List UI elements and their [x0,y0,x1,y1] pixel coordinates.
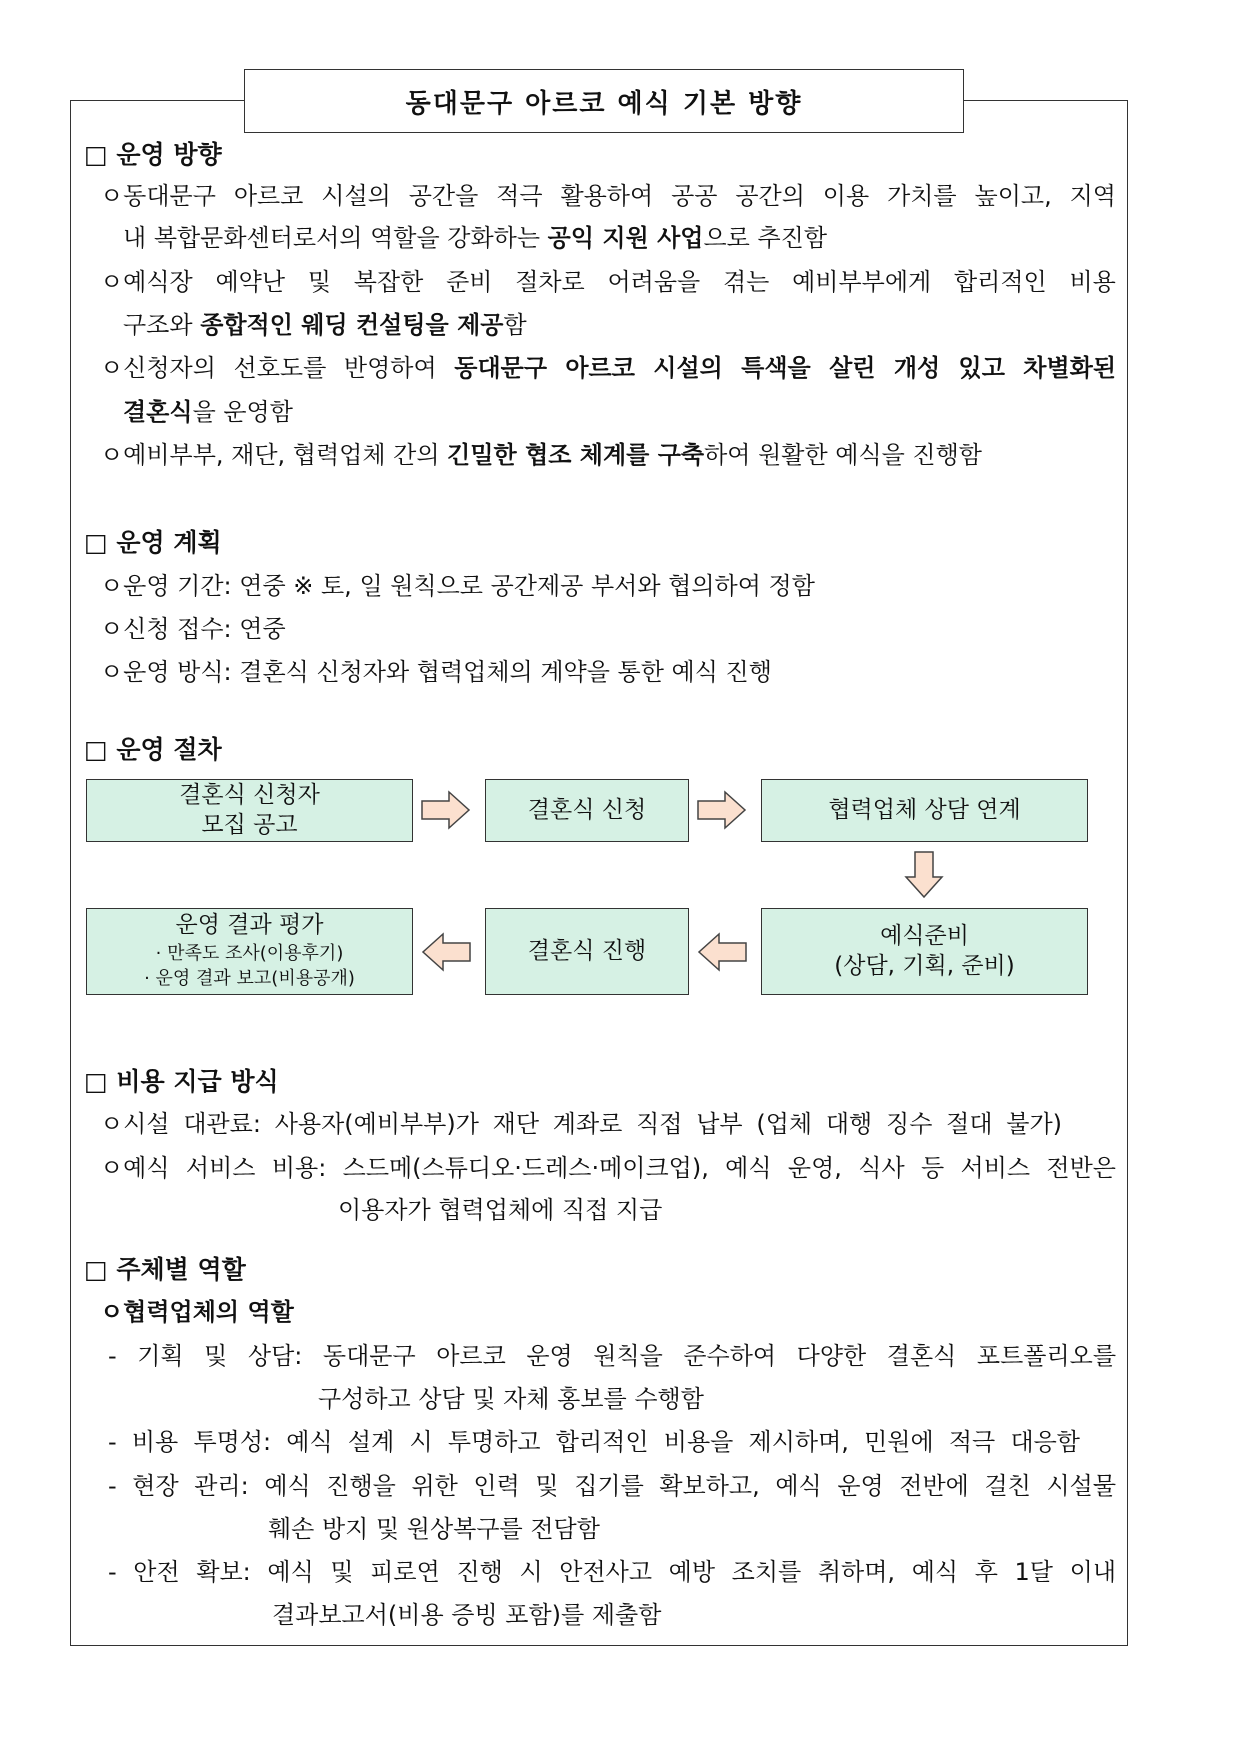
word: 겪는 [723,268,770,296]
direction-item-1-line-2: 내 복합문화센터로서의 역할을 강화하는 공익 지원 사업으로 추진함 [123,224,828,252]
direction-item-4: ㅇ예비부부, 재단, 협력업체 간의 긴밀한 협조 체계를 구축하여 원활한 예식을 진행함 [100,441,982,469]
direction-item-1-line-1 [100,176,1116,211]
arrow-down-icon [904,851,944,899]
roles-subheading-partner: ㅇ협력업체의 역할 [100,1298,294,1326]
word: 합리적인 [953,268,1047,296]
word: 시설의 [321,182,391,210]
word: 준비 [446,268,493,296]
word: 공간을 [408,182,479,210]
section-heading-roles: □ 주체별 역할 [84,1255,246,1284]
direction-item-3-line-1: ㅇ신청자의 선호도를 반영하여 동대문구 아르코 시설의 특색을 살린 개성 있고 차별화된 [100,354,1116,382]
section-heading-direction: □ 운영 방향 [84,140,222,169]
payment-item-service-cost-line-2: 이용자가 협력업체에 직접 지급 [338,1196,663,1224]
role-site-management-line-2: 훼손 방지 및 원상복구를 전담함 [268,1515,600,1543]
word: 비용 [1069,268,1116,296]
word: 높이고, [974,182,1052,210]
step-wedding-application: 결혼식 신청 [485,779,689,842]
payment-item-service-cost-line-1: ㅇ예식 서비스 비용: 스드메(스튜디오·드레스·메이크업), 예식 운영, 식사 등 서비스 전반은 [100,1154,1116,1182]
word: 절차로 [515,268,585,296]
word: 예약난 [215,268,286,296]
word: 복잡한 [353,268,424,296]
page-title: 동대문구 아르코 예식 기본 방향 [244,69,964,133]
step-wedding-progress: 결혼식 진행 [485,908,689,995]
step-partner-consult: 협력업체 상담 연계 [761,779,1088,842]
word: 어려움을 [607,268,701,296]
section-heading-procedure: □ 운영 절차 [84,735,222,764]
word: 공간의 [735,182,805,210]
word: 공공 [671,182,718,210]
word: 지역 [1069,182,1116,210]
word: 적극 [496,182,543,210]
word: 활용하여 [560,182,654,210]
step-result-evaluation: 운영 결과 평가 · 만족도 조사(이용후기) · 운영 결과 보고(비용공개) [86,908,413,995]
section-heading-plan: □ 운영 계획 [84,528,222,557]
word: 가치를 [887,182,957,210]
word: 아르코 [233,182,304,210]
role-safety-line-2: 결과보고서(비용 증빙 포함)를 제출함 [272,1601,662,1629]
direction-item-3-line-2: 결혼식을 운영함 [123,398,293,426]
step-wedding-preparation: 예식준비 (상담, 기획, 준비) [761,908,1088,995]
plan-item-application: ㅇ신청 접수: 연중 [100,615,286,643]
word: ㅇ예식장 [100,268,193,296]
arrow-right-icon [697,790,747,830]
role-safety-line-1: - 안전 확보: 예식 및 피로연 진행 시 안전사고 예방 조치를 취하며, 예식 후 1달 이내 [108,1558,1116,1586]
role-site-management-line-1: - 현장 관리: 예식 진행을 위한 인력 및 집기를 확보하고, 예식 운영 전반에 걸친 시설물 [108,1472,1116,1500]
arrow-left-icon [421,932,471,972]
direction-item-2-line-2: 구조와 종합적인 웨딩 컨설팅을 제공함 [123,311,527,339]
step-recruit-notice: 결혼식 신청자 모집 공고 [86,779,413,842]
role-cost-transparency: - 비용 투명성: 예식 설계 시 투명하고 합리적인 비용을 제시하며, 민원에 적극 대응함 [108,1428,1080,1456]
role-planning-line-2: 구성하고 상담 및 자체 홍보를 수행함 [318,1385,704,1413]
word: ㅇ동대문구 [100,182,216,210]
arrow-left-icon [697,932,747,972]
section-heading-payment: □ 비용 지급 방식 [84,1067,279,1096]
word: 이용 [822,182,870,210]
word: 예비부부에게 [792,268,932,296]
plan-item-period: ㅇ운영 기간: 연중 ※ 토, 일 원칙으로 공간제공 부서와 협의하여 정함 [100,572,815,600]
role-planning-line-1: - 기획 및 상담: 동대문구 아르코 운영 원칙을 준수하여 다양한 결혼식 포트폴리오를 [108,1342,1116,1370]
direction-item-2-line-1 [100,262,1116,297]
word: 및 [307,268,331,296]
plan-item-method: ㅇ운영 방식: 결혼식 신청자와 협력업체의 계약을 통한 예식 진행 [100,658,772,686]
payment-item-rental-fee: ㅇ시설 대관료: 사용자(예비부부)가 재단 계좌로 직접 납부 (업체 대행 징수 절대 불가) [100,1110,1062,1138]
arrow-right-icon [421,790,471,830]
